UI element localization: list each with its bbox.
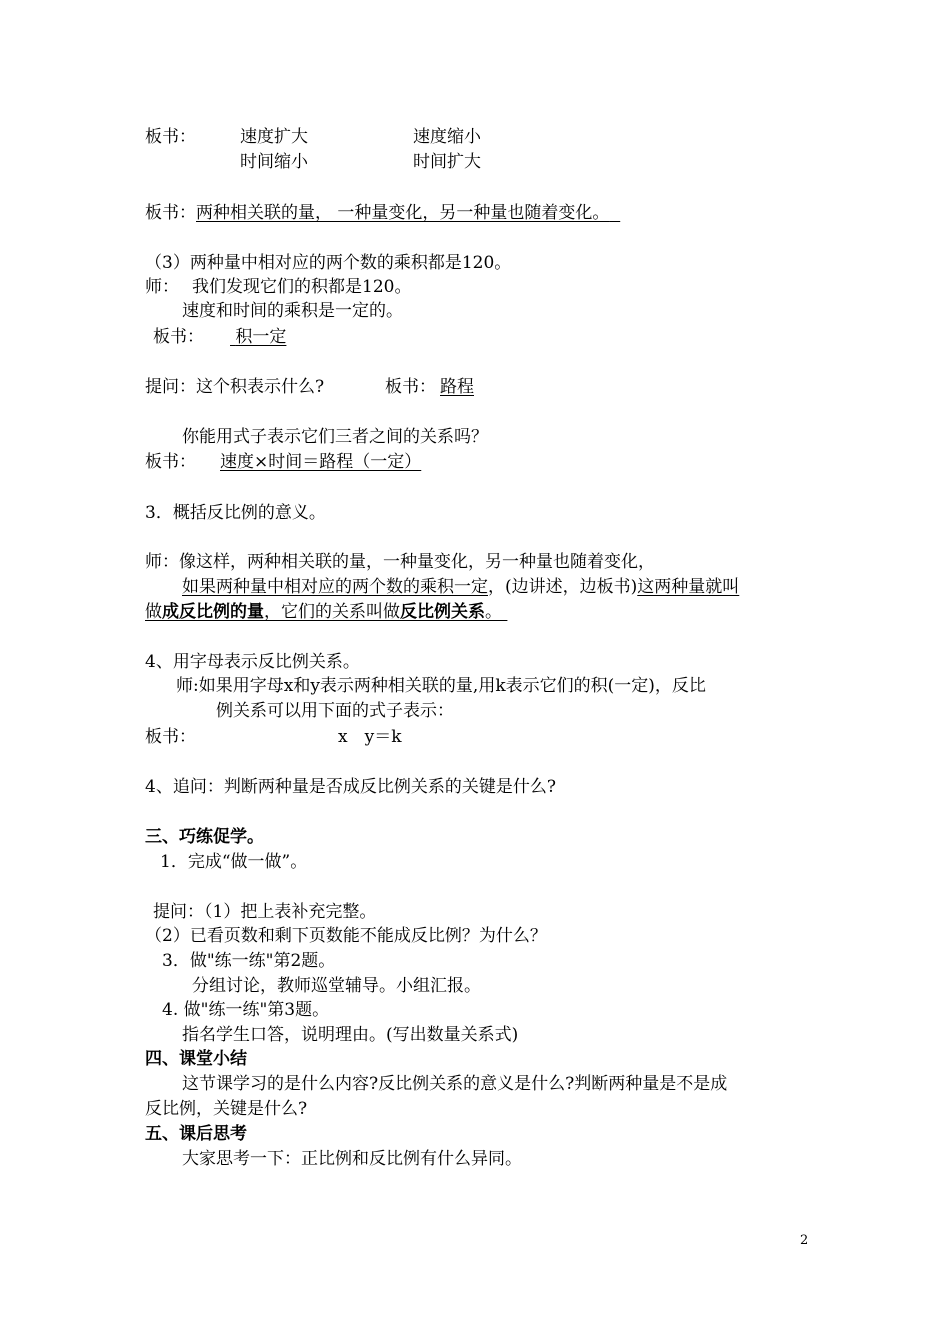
exercise-desc: 分组讨论，教师巡堂辅导。小组汇报。 — [192, 976, 481, 996]
board-label: 板书： — [153, 327, 204, 347]
board-text: 速度×时间＝路程（一定） — [220, 452, 422, 472]
reflection-text: 大家思考一下：正比例和反比例有什么异同。 — [182, 1149, 522, 1169]
summary-text: 反比例，关键是什么? — [145, 1099, 308, 1119]
section-heading: 4、追问：判断两种量是否成反比例关系的关键是什么? — [145, 777, 556, 797]
paragraph: （3）两种量中相对应的两个数的乘积都是120。 — [145, 253, 512, 273]
part-heading: 三、巧练促学。 — [145, 827, 264, 847]
teacher-text: 速度和时间的乘积是一定的。 — [182, 301, 403, 321]
part-heading: 四、课堂小结 — [145, 1049, 247, 1069]
part-heading: 五、课后思考 — [145, 1124, 247, 1144]
board-label: 板书： — [145, 452, 196, 472]
question-text: （2）已看页数和剩下页数能不能成反比例？为什么？ — [145, 926, 547, 946]
page-number: 2 — [800, 1233, 809, 1248]
exercise-item: 3．做"练一练"第2题。 — [162, 951, 336, 971]
question-text: 提问：这个积表示什么? — [145, 377, 325, 397]
exercise-item: 4. 做"练一练"第3题。 — [162, 1000, 330, 1020]
board-text: 两种相关联的量， 一种量变化，另一种量也随着变化。 — [196, 203, 610, 223]
definition-text: ，它们的关系叫做 — [264, 602, 400, 622]
term-inverse-quantities: 成反比例的量 — [162, 602, 264, 622]
time-down-text: 时间缩小 — [240, 152, 308, 172]
question-text: 提问：（1）把上表补充完整。 — [153, 902, 377, 922]
board-text: 路程 — [440, 377, 474, 397]
board-text — [230, 326, 286, 348]
board-text-value: 积一定 — [235, 327, 287, 347]
board-label: 板书： — [145, 203, 196, 223]
formula: x y＝k — [338, 727, 402, 747]
speed-up-text: 速度扩大 — [240, 127, 308, 147]
definition-text: 。 — [485, 602, 502, 622]
definition-text: 做 — [145, 602, 162, 622]
definition-aside: ，(边讲述，边板书) — [488, 577, 638, 597]
time-up-text: 时间扩大 — [413, 152, 481, 172]
question-text: 你能用式子表示它们三者之间的关系吗？ — [182, 427, 488, 447]
speed-down-text: 速度缩小 — [413, 127, 481, 147]
definition-underlined: 如果两种量中相对应的两个数的乘积一定 — [182, 577, 488, 597]
board-label: 板书： — [145, 727, 196, 747]
board-label: 板书： — [145, 127, 196, 147]
teacher-text: 我们发现它们的积都是120。 — [192, 277, 412, 297]
teacher-text: 例关系可以用下面的式子表示： — [216, 701, 454, 721]
exercise-item: 1．完成“做一做”。 — [160, 852, 308, 872]
teacher-text: 师：像这样，两种相关联的量，一种量变化，另一种量也随着变化， — [145, 552, 655, 572]
section-heading: 3．概括反比例的意义。 — [145, 503, 326, 523]
definition-line — [182, 576, 739, 598]
section-heading: 4、用字母表示反比例关系。 — [145, 652, 360, 672]
board-label: 板书： — [385, 377, 436, 397]
board-line — [145, 202, 620, 224]
exercise-desc: 指名学生口答，说明理由。(写出数量关系式) — [182, 1025, 519, 1045]
definition-line — [145, 601, 507, 623]
summary-text: 这节课学习的是什么内容?反比例关系的意义是什么?判断两种量是不是成 — [182, 1074, 728, 1094]
definition-underlined: 这两种量就叫 — [637, 577, 740, 597]
teacher-text: 师:如果用字母x和y表示两种相关联的量,用k表示它们的积(一定)，反比 — [176, 676, 706, 696]
term-inverse-relation: 反比例关系 — [400, 602, 485, 622]
teacher-label: 师： — [145, 277, 179, 297]
